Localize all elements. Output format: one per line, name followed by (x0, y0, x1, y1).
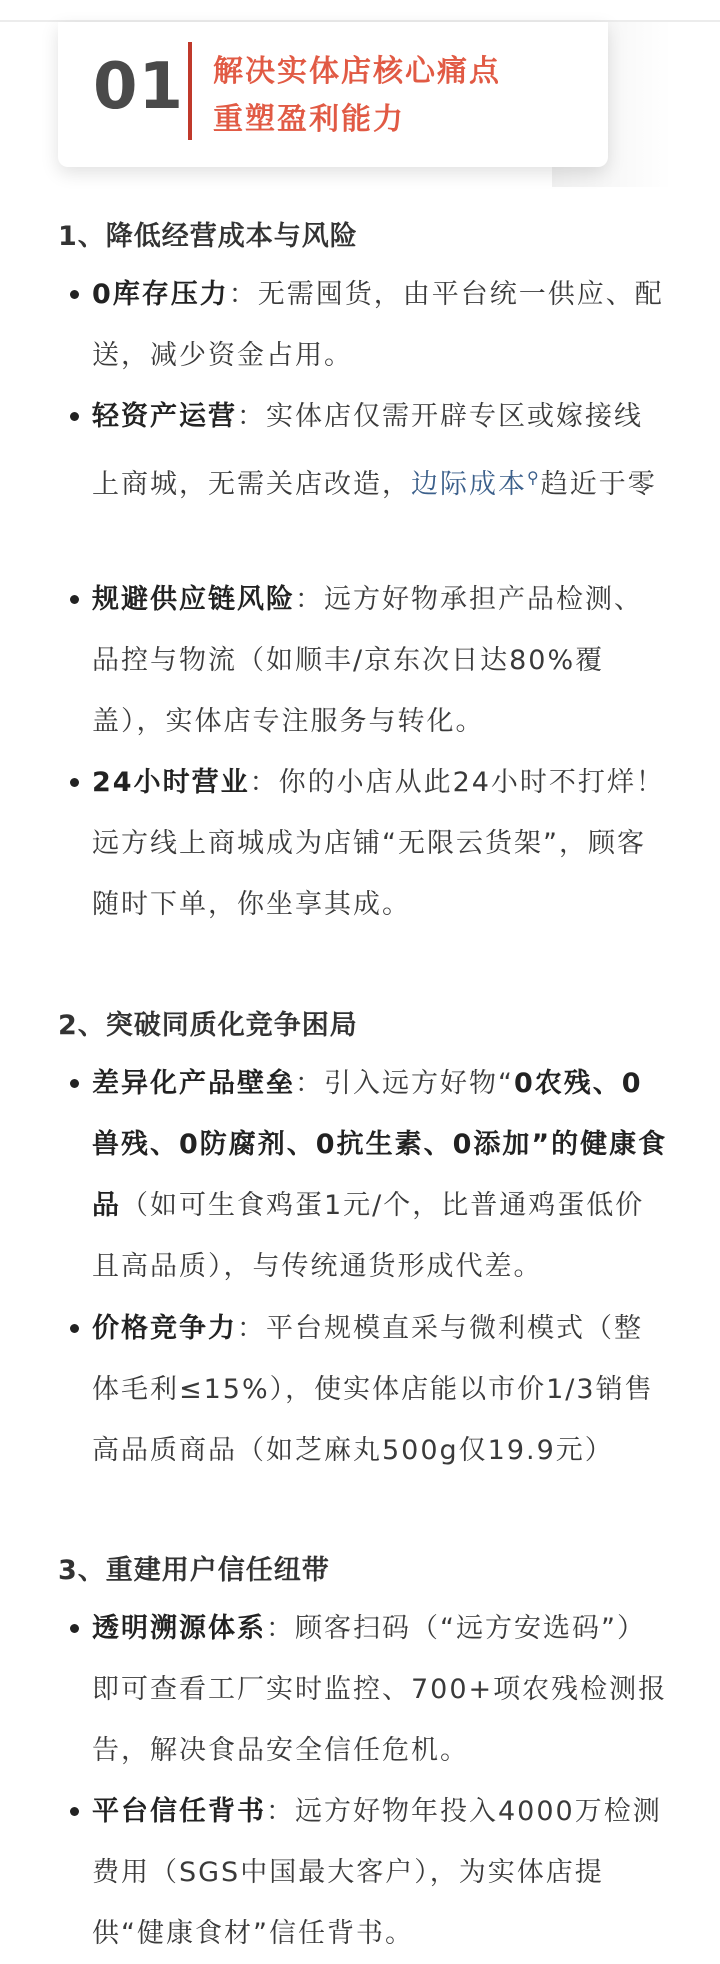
bullet-dot (70, 1807, 79, 1816)
bullet-text: ：你的小店从此24小时不打烊！远方线上商城成为店铺“无限云货架”，顾客随时下单，你坐享其成。 (92, 767, 665, 920)
bullet-dot (70, 412, 79, 421)
list-item (92, 386, 670, 515)
bullet-bold: 透明溯源体系 (92, 1613, 266, 1644)
bullet-text: 趋近于零 (540, 469, 657, 500)
list-item (92, 1053, 670, 1297)
header-title-line1: 解决实体店核心痛点 (213, 54, 501, 89)
list-item (92, 1781, 670, 1964)
section-heading-1: 1、降低经营成本与风险 (58, 221, 358, 252)
bullet-bold: 平台信任背书 (92, 1796, 266, 1827)
bullet-dot (70, 290, 79, 299)
bullet-text: （如可生食鸡蛋1元/个，比普通鸡蛋低价且高品质），与传统通货形成代差。 (92, 1190, 645, 1282)
marginal-cost-link[interactable]: 边际成本 (411, 469, 527, 500)
bullet-text: ：远方好物承担产品检测、品控与物流（如顺丰/京东次日达80%覆盖），实体店专注服务与转化。 (92, 584, 643, 737)
bullet-bold: 差异化产品壁垒 (92, 1068, 295, 1099)
bullet-bold: 价格竞争力 (92, 1313, 237, 1344)
list-item (92, 1298, 670, 1481)
section-number: 01 (93, 50, 185, 124)
search-icon[interactable]: ⚲ (527, 468, 541, 487)
bullet-bold: 轻资产运营 (92, 401, 237, 432)
bullet-text: ：顾客扫码（“远方安选码”）即可查看工厂实时监控、700+项农残检测报告，解决食品安全信任危机。 (92, 1613, 668, 1766)
section-header-card (58, 22, 608, 167)
bullet-text: ：引入远方好物“ (295, 1068, 514, 1099)
bullet-dot (70, 595, 79, 604)
bullet-bold: 规避供应链风险 (92, 584, 295, 615)
bullet-dot (70, 1079, 79, 1088)
section-heading-2: 2、突破同质化竞争困局 (58, 1010, 358, 1041)
list-item (92, 752, 670, 935)
bullet-bold: 24小时营业 (92, 767, 250, 798)
header-title-line2: 重塑盈利能力 (213, 102, 405, 137)
bullet-dot (70, 1624, 79, 1633)
bullet-bold-inline: 0农残、0兽残、0防腐剂、0抗生素、0添加”的健康食品 (92, 1068, 668, 1221)
section-heading-3: 3、重建用户信任纽带 (58, 1555, 330, 1586)
bullet-bold: 0库存压力 (92, 279, 229, 310)
list-item (92, 1598, 670, 1781)
bullet-text: ：无需囤货，由平台统一供应、配送，减少资金占用。 (92, 279, 664, 371)
bullet-dot (70, 778, 79, 787)
bullet-text: ：实体店仅需开辟专区或嫁接线上商城，无需关店改造， (92, 401, 643, 500)
header-accent-bar (188, 42, 192, 140)
bullet-text: ：远方好物年投入4000万检测费用（SGS中国最大客户），为实体店提供“健康食材”信任背书。 (92, 1796, 662, 1949)
list-item (92, 264, 670, 386)
bullet-text: ：平台规模直采与微利模式（整体毛利≤15%），使实体店能以市价1/3销售高品质商品（如芝麻丸500g仅19.9元） (92, 1313, 654, 1466)
list-item (92, 569, 670, 752)
bullet-dot (70, 1324, 79, 1333)
